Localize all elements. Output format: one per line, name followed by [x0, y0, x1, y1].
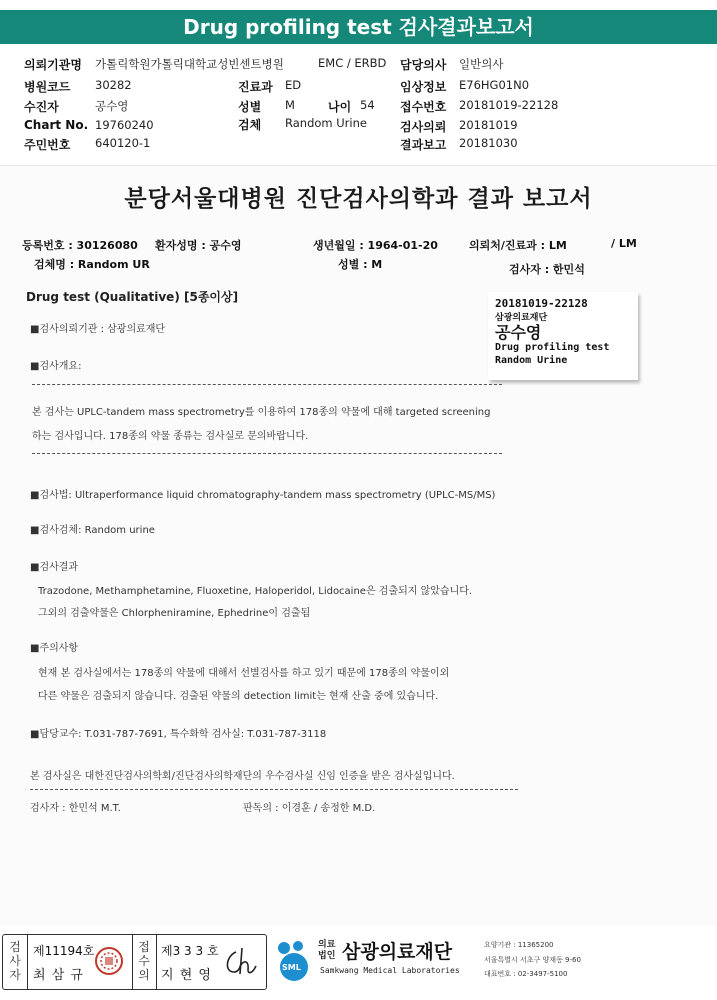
- doctor-value: 일반의사: [459, 57, 504, 71]
- patient-sex: 성별 : M: [338, 258, 383, 271]
- doctor-label: 담당의사: [400, 58, 447, 72]
- examiner-signature: 검사자 : 한민석 M.T.: [30, 803, 121, 814]
- age-label: 나이: [328, 100, 352, 114]
- overview-title: ■검사개요:: [30, 361, 82, 372]
- notes-line-1: 현재 본 검사실에서는 178종의 약물에 대해서 선별검사를 하고 있기 때문에 178종의 약물이외: [38, 668, 450, 679]
- overview-line-1: 본 검사는 UPLC-tandem mass spectrometry를 이용하여 178종의 약물에 대해 targeted screening: [32, 407, 491, 418]
- patient-value: 공수영: [95, 99, 129, 113]
- resident-label: 주민번호: [24, 138, 71, 152]
- referral-dept: 의뢰처/진료과 : LM: [469, 239, 567, 252]
- sex-label: 성별: [238, 100, 262, 114]
- age-value: 54: [360, 98, 375, 112]
- sticker-lab: 삼광의료재단: [495, 313, 548, 323]
- receipt-label: 접수번호: [400, 100, 447, 114]
- notes-title: ■주의사항: [30, 643, 79, 654]
- dept-label: 진료과: [238, 80, 273, 94]
- specimen-label: 검체: [238, 118, 262, 132]
- sticker-specimen: Random Urine: [495, 355, 568, 366]
- sticker-name: 공수영: [495, 323, 542, 342]
- divider: [32, 453, 502, 454]
- clinical-info-label: 임상정보: [400, 80, 447, 94]
- divider: [32, 384, 502, 385]
- sticker-receipt: 20181019-22128: [495, 297, 588, 310]
- test-name: Drug test (Qualitative) [5종이상]: [26, 290, 239, 304]
- results-line-1: Trazodone, Methamphetamine, Fluoxetine, Haloperidol, Lidocaine은 검출되지 않았습니다.: [38, 586, 473, 597]
- patient-name: 환자성명 : 공수영: [155, 239, 242, 252]
- reg-no: 등록번호 : 30126080: [22, 239, 138, 252]
- date-of-birth: 생년월일 : 1964-01-20: [313, 239, 438, 252]
- examiner-footer-name: 최 삼 규: [33, 968, 84, 983]
- receiver-footer-name: 지 현 영: [161, 968, 212, 983]
- clinical-info-value: E76HG01N0: [459, 78, 530, 92]
- results-title: ■검사결과: [30, 562, 79, 573]
- results-line-2: 그외의 검출약물은 Chlorpheniramine, Ephedrine이 검출됨: [38, 608, 311, 619]
- receiver-vertical-label: 접수의: [138, 940, 150, 982]
- reader-signature: 판독의 : 이경훈 / 송정한 M.D.: [243, 803, 376, 814]
- overview-line-2: 하는 검사입니다. 178종의 약물 종류는 검사실로 문의바랍니다.: [32, 431, 309, 442]
- org-type: 의료법인: [318, 940, 336, 961]
- handwritten-signature: [222, 944, 262, 980]
- divider: [30, 789, 518, 790]
- receiver-license-no: 제3 3 3 호: [161, 944, 219, 958]
- receipt-value: 20181019-22128: [459, 98, 559, 112]
- org-name: 삼광의료재단: [342, 941, 453, 963]
- institution-label: 의뢰기관명: [24, 58, 82, 72]
- org-english: Samkwang Medical Laboratories: [320, 966, 460, 975]
- examiner: 검사자 : 한민석: [509, 263, 585, 276]
- specimen-line: ■검사검체: Random urine: [30, 525, 155, 536]
- agency-no: 요양기관 : 11365200: [484, 941, 554, 949]
- referral-org: ■검사의뢰기관 : 삼광의료재단: [30, 324, 166, 335]
- sticker-test: Drug profiling test: [495, 342, 610, 353]
- chart-label: Chart No.: [24, 118, 89, 132]
- address: 서울특별시 서초구 양재동 9-60: [484, 956, 581, 964]
- request-value: 20181019: [459, 118, 518, 132]
- dept-value: ED: [285, 78, 302, 92]
- contact: ■담당교수: T.031-787-7691, 특수화학 검사실: T.031-787-3118: [30, 729, 327, 740]
- institution-value: 가톨릭학원가톨릭대학교성빈센트병원: [95, 57, 284, 71]
- institution-suffix: EMC / ERBD: [318, 56, 387, 70]
- phone: 대표번호 : 02-3497-5100: [484, 970, 568, 978]
- sex-value: M: [285, 98, 295, 112]
- specimen-value: Random Urine: [285, 116, 367, 130]
- report-value: 20181030: [459, 136, 518, 150]
- divider: [156, 934, 157, 990]
- report-label: 결과보고: [400, 138, 447, 152]
- sml-logo-icon: [270, 936, 316, 984]
- seal-icon: [94, 946, 124, 976]
- method: ■검사법: Ultraperformance liquid chromatography-tandem mass spectrometry (UPLC-MS/MS): [30, 490, 496, 501]
- examiner-license-no: 제11194호: [33, 944, 95, 958]
- request-label: 검사의뢰: [400, 120, 447, 134]
- divider: [27, 934, 28, 990]
- specimen-name: 검체명 : Random UR: [34, 258, 150, 271]
- notes-line-2: 다른 약물은 검출되지 않습니다. 검출된 약물의 detection limit는 현재 산출 중에 있습니다.: [38, 691, 439, 702]
- examiner-vertical-label: 검사자: [9, 940, 21, 982]
- certification: 본 검사실은 대한진단검사의학회/진단검사의학재단의 우수검사실 신임 인증을 받은 검사실입니다.: [30, 771, 455, 782]
- hospital-code-label: 병원코드: [24, 80, 71, 94]
- patient-label: 수진자: [24, 100, 59, 114]
- divider: [132, 934, 133, 990]
- report-heading: 분당서울대병원 진단검사의학과 결과 보고서: [124, 186, 593, 212]
- hospital-code-value: 30282: [95, 78, 132, 92]
- chart-value: 19760240: [95, 118, 154, 132]
- logo-badge: SML: [282, 963, 301, 972]
- report-title: Drug profiling test 검사결과보고서: [183, 15, 534, 39]
- referral-dept-2: / LM: [611, 237, 637, 250]
- resident-value: 640120-1: [95, 136, 151, 150]
